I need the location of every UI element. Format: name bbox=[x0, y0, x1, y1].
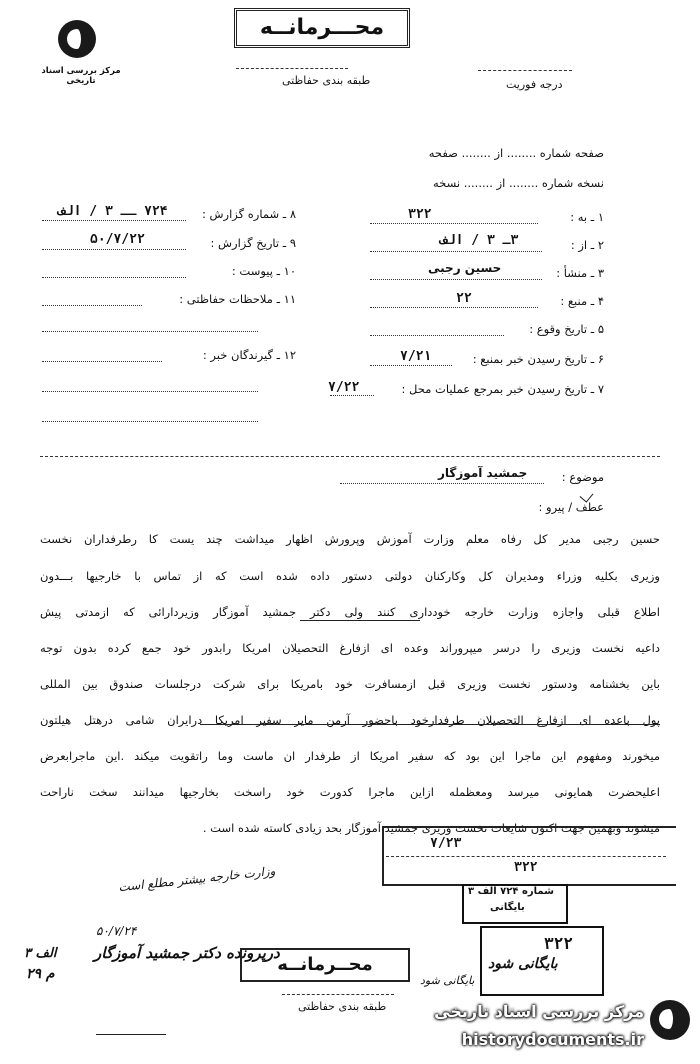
handwritten-marks bbox=[96, 998, 166, 1035]
footer-confidential-stamp: محــرمانــه bbox=[240, 948, 410, 982]
from-label: ۲ ـ از : bbox=[570, 238, 604, 252]
from-value: ۳ـ ۳ / الف bbox=[440, 233, 519, 248]
report-date-line bbox=[42, 248, 186, 250]
priority-line bbox=[478, 70, 572, 71]
subject-line bbox=[340, 482, 544, 484]
security-notes-line-2 bbox=[42, 330, 258, 332]
priority-label: درجه فوریت bbox=[506, 78, 563, 91]
body-line-1: حسین رجبی مدیر کل رفاه معلم وزارت آموزش وپرورش اظهار میداشت چند یست کا رطرفداران نخست bbox=[40, 532, 660, 546]
page-number-field: صفحه شماره ........ از ........ صفحه bbox=[428, 146, 604, 160]
recipients-label: ۱۲ ـ گیرندگان خبر : bbox=[202, 348, 296, 362]
report-number-line bbox=[42, 219, 186, 221]
report-date-label: ۹ ـ تاریخ گزارش : bbox=[210, 236, 296, 250]
handwritten-note-2-num2: ۲۹ م bbox=[26, 966, 55, 982]
handwritten-note-3: بایگانی شود bbox=[420, 974, 475, 987]
to-line bbox=[370, 222, 538, 224]
body-line-3: اطلاع قبلی واجازه وزارت خارجه خودداری کنند ولی دکتر جمشید آموزگار وزیردارائی که ازمدتی پیش bbox=[40, 605, 660, 619]
occurrence-date-label: ۵ ـ تاریخ وقوع : bbox=[529, 322, 604, 336]
archive-box-line-1: شماره ۷۲۴ الف ۳ bbox=[468, 886, 554, 897]
source-line bbox=[370, 306, 538, 308]
underline-mark-1 bbox=[200, 724, 660, 725]
security-notes-line-1 bbox=[42, 304, 142, 306]
origin-line bbox=[370, 278, 542, 280]
body-line-6: پول باعده ای ازفارغ التحصیلان طرفدارخود باحضور آرمن مایر سفیر امریکا درایران شامی درهتل هیلتون bbox=[40, 713, 660, 727]
confidential-stamp: محـــرمانــه bbox=[234, 8, 410, 48]
body-line-9: میشوند وبهمین جهت اکنون شایعات نخست وزیری جمشید آموزگار بحد زیادی کاسته شده است . bbox=[202, 821, 660, 835]
reference-label: عطف / پیرو : bbox=[538, 500, 604, 514]
report-number-label: ۸ ـ شماره گزارش : bbox=[201, 207, 296, 221]
classification-label: طبقه بندی حفاظتی bbox=[282, 74, 371, 87]
archive-logo-icon bbox=[58, 20, 96, 58]
body-line-8: اعلیحضرت همایونی میرسد ومعظمله ازاین ماجرا کدورت خود راسخت بخارجیها میدانند سخت ناراحت bbox=[40, 785, 660, 799]
recipients-line-2 bbox=[42, 390, 258, 392]
received-date-value: ۷/۲۱ bbox=[400, 349, 432, 364]
received-date-label: ۶ ـ تاریخ رسیدن خبر بمنبع : bbox=[472, 352, 604, 366]
bottom-archive-number: ۳۲۲ bbox=[544, 934, 573, 953]
body-line-4: داعیه نخست وزیری را درسر میپروراند وعده ای ازفارغ التحصیلان امریکا رابدور خود جمع کرده بدون توجه bbox=[40, 641, 660, 655]
recipients-line-1 bbox=[42, 360, 162, 362]
attachment-line bbox=[42, 276, 186, 278]
received-stamp-number: ۳۲۲ bbox=[514, 860, 538, 875]
security-notes-label: ۱۱ ـ ملاحظات حفاظتی : bbox=[179, 292, 296, 306]
origin-value: حسین رجبی bbox=[428, 261, 502, 275]
handwritten-note-2-num: الف ۳ bbox=[24, 946, 57, 961]
report-date-value: ۵۰/۷/۲۲ bbox=[90, 232, 145, 247]
handwritten-note-1: وزارت خارجه بیشتر مطلع است bbox=[117, 863, 277, 895]
footer-classification-line bbox=[282, 994, 394, 995]
from-line bbox=[370, 250, 542, 252]
to-label: ۱ ـ به : bbox=[570, 210, 604, 224]
footer-classification-label: طبقه بندی حفاظتی bbox=[298, 1000, 387, 1013]
watermark-top: مرکز بررسی اسناد تاریخی bbox=[41, 66, 121, 86]
subject-value: جمشید آموزگار bbox=[438, 466, 528, 480]
body-line-5: باین بخشنامه ودستور نخست وزیری قبل ازمسافرت خود بامریکا برای شرکت درجلسات صندوق بین المللی bbox=[40, 677, 660, 691]
occurrence-date-line bbox=[370, 334, 504, 336]
report-number-value: ۷۲۴ ــ ۳ / الف bbox=[58, 204, 168, 219]
source-value: ۲۲ bbox=[456, 291, 472, 306]
to-value: ۳۲۲ bbox=[408, 207, 432, 222]
copy-number-field: نسخه شماره ........ از ........ نسخه bbox=[433, 176, 604, 190]
section-divider bbox=[40, 456, 660, 457]
received-stamp-line bbox=[386, 856, 666, 857]
handwritten-note-1-date: ۵۰/۷/۲۴ bbox=[96, 924, 137, 938]
received-stamp-date: ۷/۲۳ bbox=[430, 836, 462, 851]
origin-label: ۳ ـ منشأ : bbox=[556, 266, 604, 280]
attachment-label: ۱۰ ـ پیوست : bbox=[231, 264, 296, 278]
body-line-2: وزیری بکلیه وزراء ومدیران کل وکارکنان دولتی دستور داده شده است که از تماس با خارجیها بـــدون bbox=[40, 569, 660, 583]
subject-label: موضوع : bbox=[561, 470, 604, 484]
handwritten-note-2: درپرونده دکتر جمشید آموزگار bbox=[94, 944, 280, 962]
archive-logo-bottom-icon bbox=[650, 1000, 690, 1040]
watermark-bottom-line-2: historydocuments.ir bbox=[461, 1030, 644, 1049]
source-label: ۴ ـ منبع : bbox=[560, 294, 604, 308]
bottom-archive-text: بایگانی شود bbox=[488, 956, 558, 972]
watermark-bottom-line-1: مرکز بررسی اسناد تاریخی bbox=[434, 1002, 644, 1021]
archive-box-line-2: بایگانی bbox=[490, 902, 525, 913]
recipients-line-3 bbox=[42, 420, 258, 422]
classification-line bbox=[236, 68, 348, 69]
body-line-7: میخورند ومفهوم این ماجرا این بود که سفیر امریکا از طرفدار ان ماست وما راتقویت میکند .این ماجرابعرض bbox=[40, 749, 660, 763]
received-date-line bbox=[370, 364, 452, 366]
ops-date-value: ۷/۲۲ bbox=[328, 380, 360, 395]
ops-date-label: ۷ ـ تاریخ رسیدن خبر بمرجع عملیات محل : bbox=[401, 382, 604, 396]
underline-mark-2 bbox=[300, 620, 420, 621]
